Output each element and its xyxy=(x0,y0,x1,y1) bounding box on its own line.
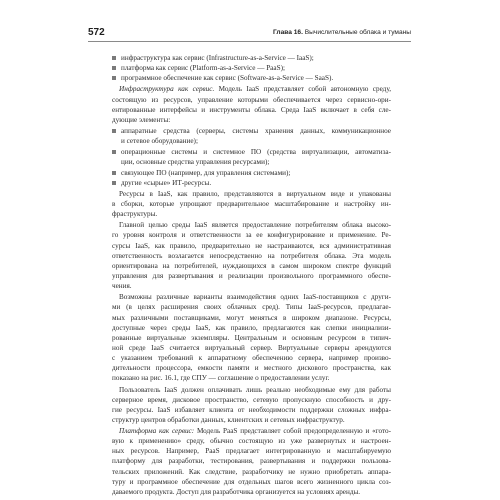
list-item: операционные системы и системное ПО (средства виртуализации, автоматиза- xyxy=(112,147,391,157)
page-header xyxy=(88,27,411,41)
paragraph-resources: Ресурсы в IaaS, как правило, представляются в виртуальном виде и упакованы в сборки, которые упрощают предварительное масштабирование и настройку ин- фраструктуры. xyxy=(112,189,391,219)
bullet-square xyxy=(112,171,116,175)
page-number: 572 xyxy=(88,27,105,38)
bullet-square xyxy=(112,150,116,154)
list-item: программное обеспечение как сервис (Software-as-a-Service — SaaS). xyxy=(112,73,391,83)
paas-paragraph: Платформа как сервис: Модель PaaS представляет собой предопределенную и «гото- вую к применению» среду, обычно состоящую из уже развернутых и настроен- ных ресурсов. Например, PaaS предлагает интегрированную и масштабируемую платформу для разработки, тестирования, развертывания и поддержки пользова- тельских приложений. Как следствие, разработчику не нужно приобретать аппара- туру и программное обеспечение для отдельных шагов всего жизненного цикла соз- даваемого продукта. Доступ для разработчика организуется на условиях аренды. xyxy=(112,427,391,496)
bullet-square xyxy=(112,56,116,60)
bullet-square xyxy=(112,181,116,185)
bullet-square xyxy=(112,66,116,70)
page-body xyxy=(112,53,391,497)
bullet-square xyxy=(112,76,116,80)
intro-list xyxy=(112,53,391,83)
iaas-list: аппаратные средства (серверы, системы хранения данных, коммуникационное и сетевое оборудование); операционные системы и системное ПО (средства виртуализации, автоматиза- ции, основные средства управления ресурсами); связующее ПО (например, для управления системами); другие «сырые» ИТ-ресурсы. xyxy=(112,126,391,188)
list-item: связующее ПО (например, для управления системами); xyxy=(112,168,391,178)
paragraph-options: Возможны различные варианты взаимодействия одних IaaS-поставщиков с други- ми (в целях расширения своих облачных сред). Типы IaaS-ресурсов, предлагае- мых различными поставщиками, могут меняться в широком диапазоне. Ресурсы, доступные через среды IaaS, как правило, предлагаются как слепки инициализи- рованные виртуальные экземпляры. Центральным и основным ресурсом в типич- ной среде IaaS считается виртуальный сервер. Виртуальные серверы арендуются с указанием требований к аппаратному обеспечению сервера, например произво- дительности процессора, емкости памяти и местного дискового пространства, как показано на рис. 16.1, где СПУ — соглашение о предоставлении услуг. xyxy=(112,293,391,383)
list-item: инфраструктура как сервис (Infrastructure-as-a-Service — IaaS); xyxy=(112,53,391,63)
header-rule xyxy=(88,41,411,42)
chapter-label: Глава 16. xyxy=(273,29,303,36)
running-title xyxy=(273,28,411,38)
term-paas: Платформа как сервис: xyxy=(119,427,195,436)
chapter-title: Вычислительные облака и туманы xyxy=(304,29,411,36)
bullet-square xyxy=(112,129,116,133)
iaas-paragraph: Инфраструктура как сервис. Модель IaaS представляет собой автономную среду, состоящую из ресурсов, управление которыми обеспечивается через сервисно-ори- ентированные интерфейсы и инструменты облака. Среда IaaS включает в себя сле- дующие элементы: xyxy=(112,85,391,124)
term-iaas: Инфраструктура как сервис. xyxy=(119,85,215,94)
paragraph-goal: Главной целью среды IaaS является предоставление потребителям облака высоко- го уровня контроля и ответственности за ее конфигурирование и применение. Ре- сурсы IaaS, как правило, предварительно не настраиваются, вся административная ответственность возлагается непосредственно на потребителя облака. Эта модель ориентирована на потребителей, нуждающихся в самом широком спектре функций управления для развертывания и реализации произвольного программного обеспе- чения. xyxy=(112,221,391,291)
list-item: аппаратные средства (серверы, системы хранения данных, коммуникационное xyxy=(112,126,391,136)
list-item: платформа как сервис (Platform-as-a-Service — PaaS); xyxy=(112,63,391,73)
paragraph-users: Пользователь IaaS должен оплачивать лишь реально необходимые ему для работы серверное время, дисковое пространство, сетевую пропускную способность и дру- гие ресурсы. IaaS избавляет клиента от необходимости поддержки сложных инфра- структур центров обработки данных, клиентских и сетевых инфраструктур. xyxy=(112,385,391,424)
list-item: другие «сырые» ИТ-ресурсы. xyxy=(112,178,391,188)
